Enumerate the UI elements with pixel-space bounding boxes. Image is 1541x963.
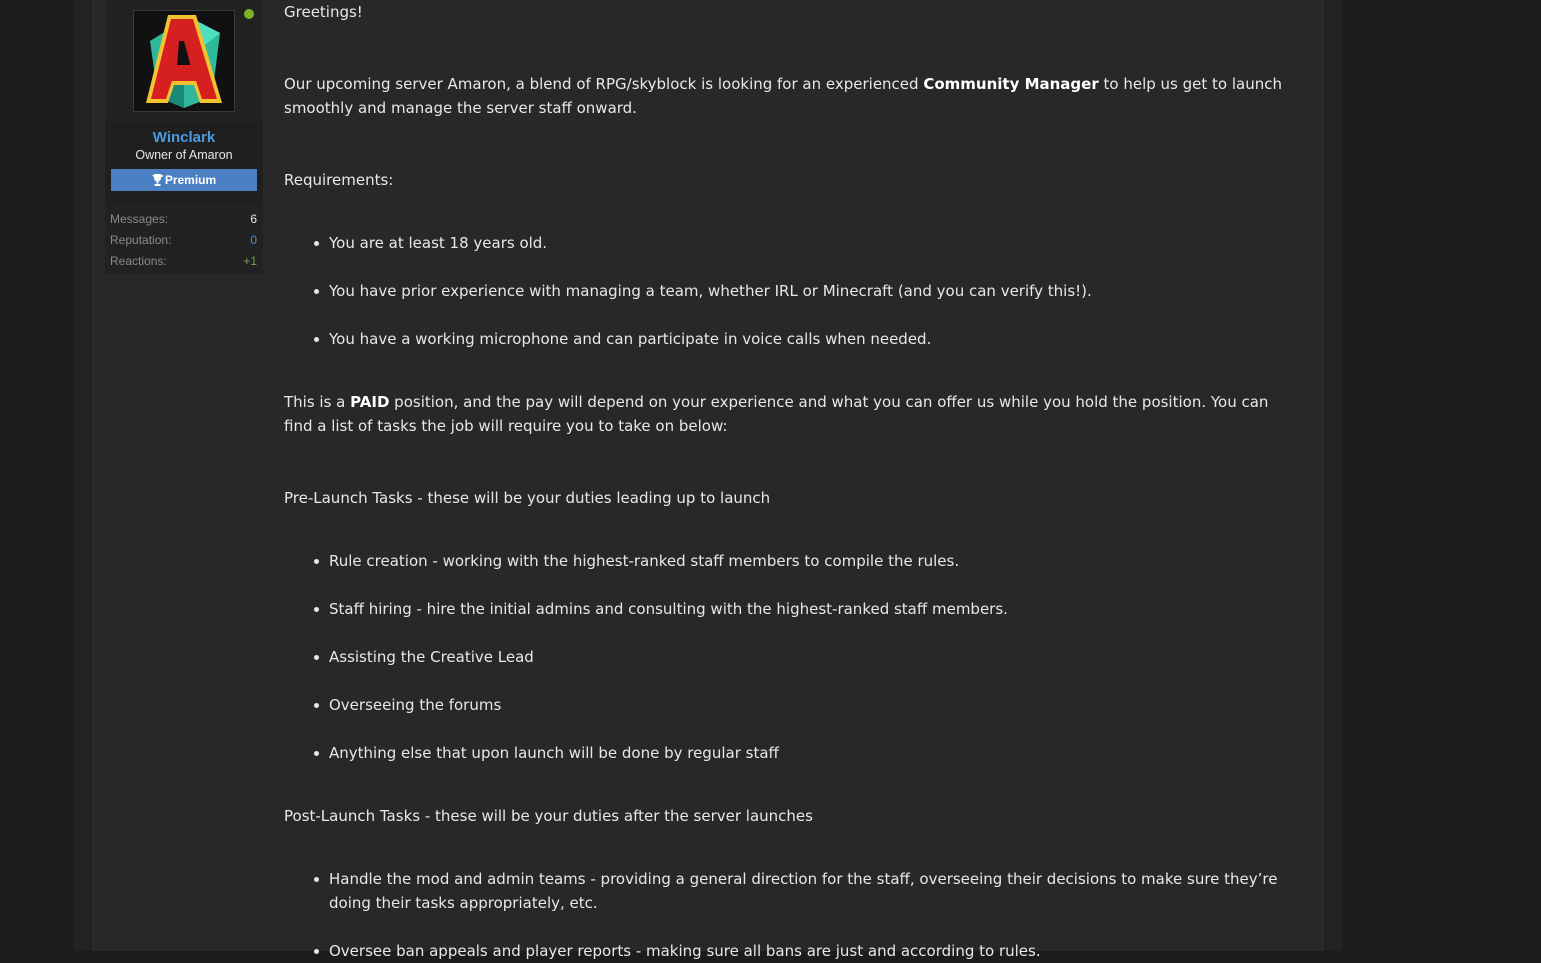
stat-reputation [105, 229, 263, 250]
greeting-text: Greetings! [284, 3, 363, 21]
list-item: Oversee ban appeals and player reports - making sure all bans are just and according to rules. [329, 939, 1294, 963]
avatar[interactable] [133, 10, 235, 112]
paid-text-end: position, and the pay will depend on your experience and what you can offer us while you hold the position. You can find a list of tasks the job will require you to take on below: [284, 393, 1269, 435]
online-status-indicator [244, 9, 254, 19]
list-item: You are at least 18 years old. [329, 231, 1294, 255]
user-card [105, 0, 263, 274]
amaron-logo-icon [134, 11, 234, 111]
stat-label: Reactions: [110, 254, 167, 268]
list-item: Anything else that upon launch will be done by regular staff [329, 741, 1294, 765]
stat-reactions [105, 250, 263, 271]
intro-text: Our upcoming server Amaron, a blend of RPG/skyblock is looking for an experienced [284, 75, 924, 93]
trophy-icon [152, 174, 163, 186]
stat-label: Messages: [110, 212, 169, 226]
intro-text-end: to help us get to launch smoothly and manage the server staff onward. [284, 75, 1282, 117]
requirements-heading: Requirements: [284, 171, 394, 189]
user-title: Owner of Amaron [135, 148, 233, 162]
stat-value: +1 [243, 254, 257, 268]
paid-text: This is a [284, 393, 351, 411]
user-stats [105, 208, 263, 271]
stat-value[interactable]: 0 [250, 233, 257, 247]
list-item: Staff hiring - hire the initial admins and consulting with the highest-ranked staff members. [329, 597, 1294, 621]
prelaunch-heading: Pre-Launch Tasks - these will be your duties leading up to launch [284, 489, 771, 507]
list-item: Assisting the Creative Lead [329, 645, 1294, 669]
list-item: Handle the mod and admin teams - providing a general direction for the staff, overseeing their decisions to make sure they’re doing their tasks appropriately, etc. [329, 867, 1294, 915]
intro-paragraph [284, 72, 1294, 120]
paid-emphasis: PAID [350, 393, 390, 411]
list-item: Overseeing the forums [329, 693, 1294, 717]
stat-value: 6 [250, 212, 257, 226]
stat-label: Reputation: [110, 233, 172, 247]
list-item: Rule creation - working with the highest-ranked staff members to compile the rules. [329, 549, 1294, 573]
username-link[interactable]: Winclark [152, 129, 216, 146]
list-item: You have a working microphone and can participate in voice calls when needed. [329, 327, 1294, 351]
premium-badge-label: Premium [164, 173, 217, 187]
list-item: You have prior experience with managing a team, whether IRL or Minecraft (and you can verify this!). [329, 279, 1294, 303]
premium-badge [111, 169, 257, 191]
paid-paragraph [284, 390, 1294, 438]
postlaunch-heading: Post-Launch Tasks - these will be your duties after the server launches [284, 807, 813, 825]
role-name: Community Manager [923, 75, 1099, 93]
stat-messages [105, 208, 263, 229]
